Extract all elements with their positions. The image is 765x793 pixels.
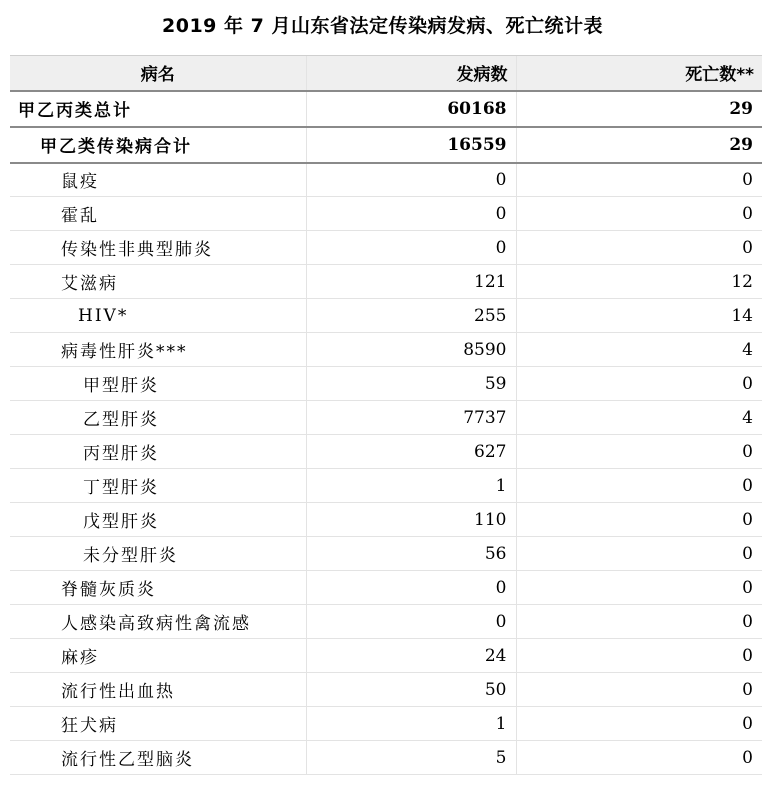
table-row xyxy=(10,469,762,503)
table-row xyxy=(10,127,762,163)
header-cases: 发病数 xyxy=(306,56,516,91)
table-row xyxy=(10,231,762,265)
disease-name-cell: 狂犬病 xyxy=(10,707,306,741)
table-row xyxy=(10,367,762,401)
cases-cell: 7737 xyxy=(306,401,516,435)
table-body xyxy=(10,91,762,775)
table-row xyxy=(10,571,762,605)
header-disease-name: 病名 xyxy=(10,56,306,91)
disease-name-cell: 丙型肝炎 xyxy=(10,435,306,469)
deaths-cell: 0 xyxy=(516,163,762,197)
table-row xyxy=(10,741,762,775)
cases-cell: 0 xyxy=(306,571,516,605)
table-row xyxy=(10,197,762,231)
deaths-cell: 0 xyxy=(516,673,762,707)
cases-cell: 24 xyxy=(306,639,516,673)
cases-cell: 0 xyxy=(306,605,516,639)
disease-name-cell: 流行性出血热 xyxy=(10,673,306,707)
disease-name-cell: 人感染高致病性禽流感 xyxy=(10,605,306,639)
deaths-cell: 12 xyxy=(516,265,762,299)
disease-name-cell: 霍乱 xyxy=(10,197,306,231)
cases-cell: 60168 xyxy=(306,91,516,127)
disease-name-cell: 戊型肝炎 xyxy=(10,503,306,537)
deaths-cell: 14 xyxy=(516,299,762,333)
disease-name-cell: 流行性乙型脑炎 xyxy=(10,741,306,775)
page-title: 2019 年 7 月山东省法定传染病发病、死亡统计表 xyxy=(162,15,603,37)
deaths-cell: 29 xyxy=(516,91,762,127)
cases-cell: 50 xyxy=(306,673,516,707)
cases-cell: 121 xyxy=(306,265,516,299)
cases-cell: 56 xyxy=(306,537,516,571)
disease-name-cell: 甲型肝炎 xyxy=(10,367,306,401)
disease-name-cell: 鼠疫 xyxy=(10,163,306,197)
cases-cell: 16559 xyxy=(306,127,516,163)
table-header-row xyxy=(10,56,762,91)
disease-name-cell: 丁型肝炎 xyxy=(10,469,306,503)
deaths-cell: 0 xyxy=(516,605,762,639)
deaths-cell: 0 xyxy=(516,197,762,231)
deaths-cell: 0 xyxy=(516,741,762,775)
disease-name-cell: HIV* xyxy=(10,299,306,333)
cases-cell: 8590 xyxy=(306,333,516,367)
cases-cell: 1 xyxy=(306,469,516,503)
table-row xyxy=(10,435,762,469)
table-row xyxy=(10,299,762,333)
table-row xyxy=(10,163,762,197)
deaths-cell: 0 xyxy=(516,503,762,537)
cases-cell: 110 xyxy=(306,503,516,537)
disease-name-cell: 麻疹 xyxy=(10,639,306,673)
table-row xyxy=(10,537,762,571)
deaths-cell: 4 xyxy=(516,333,762,367)
deaths-cell: 0 xyxy=(516,231,762,265)
deaths-cell: 0 xyxy=(516,639,762,673)
table-row xyxy=(10,503,762,537)
disease-name-cell: 艾滋病 xyxy=(10,265,306,299)
disease-name-cell: 传染性非典型肺炎 xyxy=(10,231,306,265)
deaths-cell: 0 xyxy=(516,571,762,605)
table-row xyxy=(10,91,762,127)
cases-cell: 255 xyxy=(306,299,516,333)
disease-name-cell: 病毒性肝炎*** xyxy=(10,333,306,367)
disease-name-cell: 脊髓灰质炎 xyxy=(10,571,306,605)
table-row xyxy=(10,401,762,435)
cases-cell: 59 xyxy=(306,367,516,401)
disease-name-cell: 未分型肝炎 xyxy=(10,537,306,571)
header-deaths: 死亡数** xyxy=(516,56,762,91)
deaths-cell: 4 xyxy=(516,401,762,435)
cases-cell: 0 xyxy=(306,197,516,231)
disease-name-cell: 甲乙丙类总计 xyxy=(10,91,306,127)
cases-cell: 1 xyxy=(306,707,516,741)
table-row xyxy=(10,333,762,367)
statistics-table xyxy=(10,55,762,775)
deaths-cell: 0 xyxy=(516,707,762,741)
deaths-cell: 29 xyxy=(516,127,762,163)
table-row xyxy=(10,605,762,639)
disease-name-cell: 甲乙类传染病合计 xyxy=(10,127,306,163)
table-row xyxy=(10,639,762,673)
deaths-cell: 0 xyxy=(516,435,762,469)
cases-cell: 5 xyxy=(306,741,516,775)
deaths-cell: 0 xyxy=(516,367,762,401)
deaths-cell: 0 xyxy=(516,469,762,503)
cases-cell: 627 xyxy=(306,435,516,469)
deaths-cell: 0 xyxy=(516,537,762,571)
table-row xyxy=(10,265,762,299)
cases-cell: 0 xyxy=(306,231,516,265)
table-row xyxy=(10,673,762,707)
table-row xyxy=(10,707,762,741)
cases-cell: 0 xyxy=(306,163,516,197)
disease-name-cell: 乙型肝炎 xyxy=(10,401,306,435)
